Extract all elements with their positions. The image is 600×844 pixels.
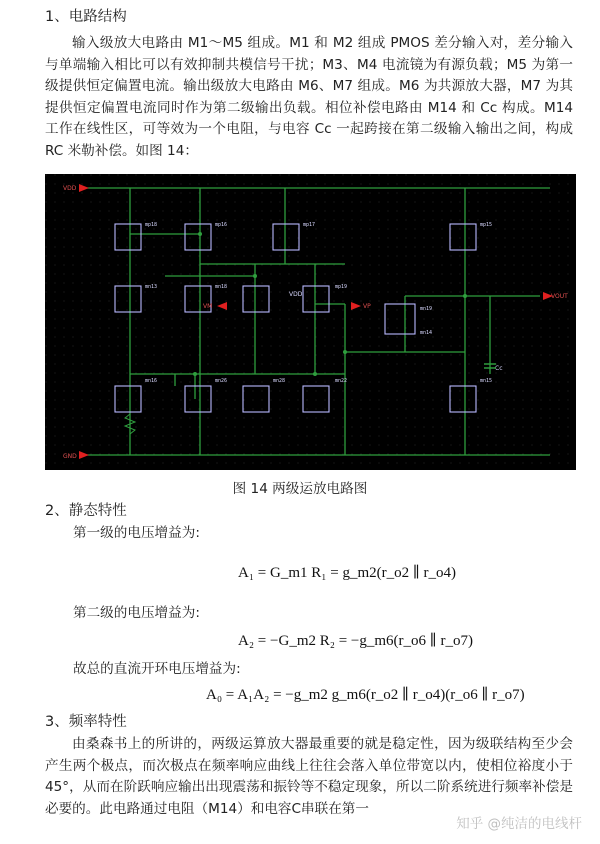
svg-text:mn28: mn28 <box>273 378 286 384</box>
svg-text:mn22: mn22 <box>335 378 348 384</box>
vm-pin-label: VM <box>203 303 213 310</box>
stage2-gain-text: 第二级的电压增益为: <box>73 605 200 621</box>
svg-text:mp19: mp19 <box>335 284 348 290</box>
svg-text:mn26: mn26 <box>215 378 228 384</box>
svg-text:mn18: mn18 <box>215 284 228 290</box>
watermark: 知乎 @纯洁的电线杆 <box>456 816 582 832</box>
svg-text:mn19: mn19 <box>420 306 433 312</box>
total-gain-text: 故总的直流开环电压增益为: <box>73 661 241 677</box>
vp-pin-label: VP <box>363 303 371 310</box>
svg-text:mn15: mn15 <box>480 378 493 384</box>
gnd-pin-label: GND <box>63 453 77 460</box>
svg-text:mp17: mp17 <box>303 222 316 228</box>
svg-text:mn16: mn16 <box>145 378 158 384</box>
stage1-gain-text: 第一级的电压增益为: <box>73 525 200 541</box>
svg-text:mn14: mn14 <box>420 330 433 336</box>
vdd-pin-label: VDD <box>63 185 77 192</box>
section3-paragraph: 由桑森书上的所讲的，两级运算放大器最重要的就是稳定性，因为级联结构至少会产生两个极点，而次极点在频率响应曲线上往往会落入单位带宽以内，使相位裕度小于 45°，从而在阶跃响应输出出现震荡和振铃等不稳定现象，所以二阶系统进行频率补偿是必要的。此电路通过电阻（M14）和电容C串联在第一 <box>45 736 573 817</box>
section2-heading: 2、静态特性 <box>45 503 127 519</box>
vdd-node-label: VDD <box>289 291 303 298</box>
vout-pin-label: VOUT <box>551 293 568 300</box>
cc-label: Cc <box>495 365 503 372</box>
svg-text:mp18: mp18 <box>145 222 158 228</box>
equation-a0: A₀ = A₁A₂ = −g_m2 g_m6(r_o2 ∥ r_o4)(r_o6 ∥ r_o7) <box>206 687 525 703</box>
section1-heading: 1、电路结构 <box>45 9 127 25</box>
equation-a2: A₂ = −G_m2 R₂ = −g_m6(r_o6 ∥ r_o7) <box>238 633 473 649</box>
circuit-schematic <box>45 174 576 470</box>
svg-text:mp15: mp15 <box>480 222 493 228</box>
svg-text:mp16: mp16 <box>215 222 228 228</box>
section1-paragraph: 输入级放大电路由 M1～M5 组成。M1 和 M2 组成 PMOS 差分输入对，差分输入与单端输入相比可以有效抑制共模信号干扰；M3、M4 电流镜为有源负载；M5 为第一级提供恒定偏置电流。输出级放大电路由 M6、M7 组成。M6 为共源放大器，M7 为其提供恒定偏置电流同时作为第二级输出负载。相位补偿电路由 M14 和 Cc 构成。M14 工作在线性区，可等效为一个电阻，与电容 Cc 一起跨接在第二级输入输出之间，构成 RC 米勒补偿。如图 14： <box>45 35 573 159</box>
equation-a1: A₁ = G_m1 R₁ = g_m2(r_o2 ∥ r_o4) <box>238 565 457 581</box>
svg-text:mn13: mn13 <box>145 284 158 290</box>
section3-heading: 3、频率特性 <box>45 714 127 730</box>
figure-caption: 图 14 两级运放电路图 <box>232 481 368 497</box>
